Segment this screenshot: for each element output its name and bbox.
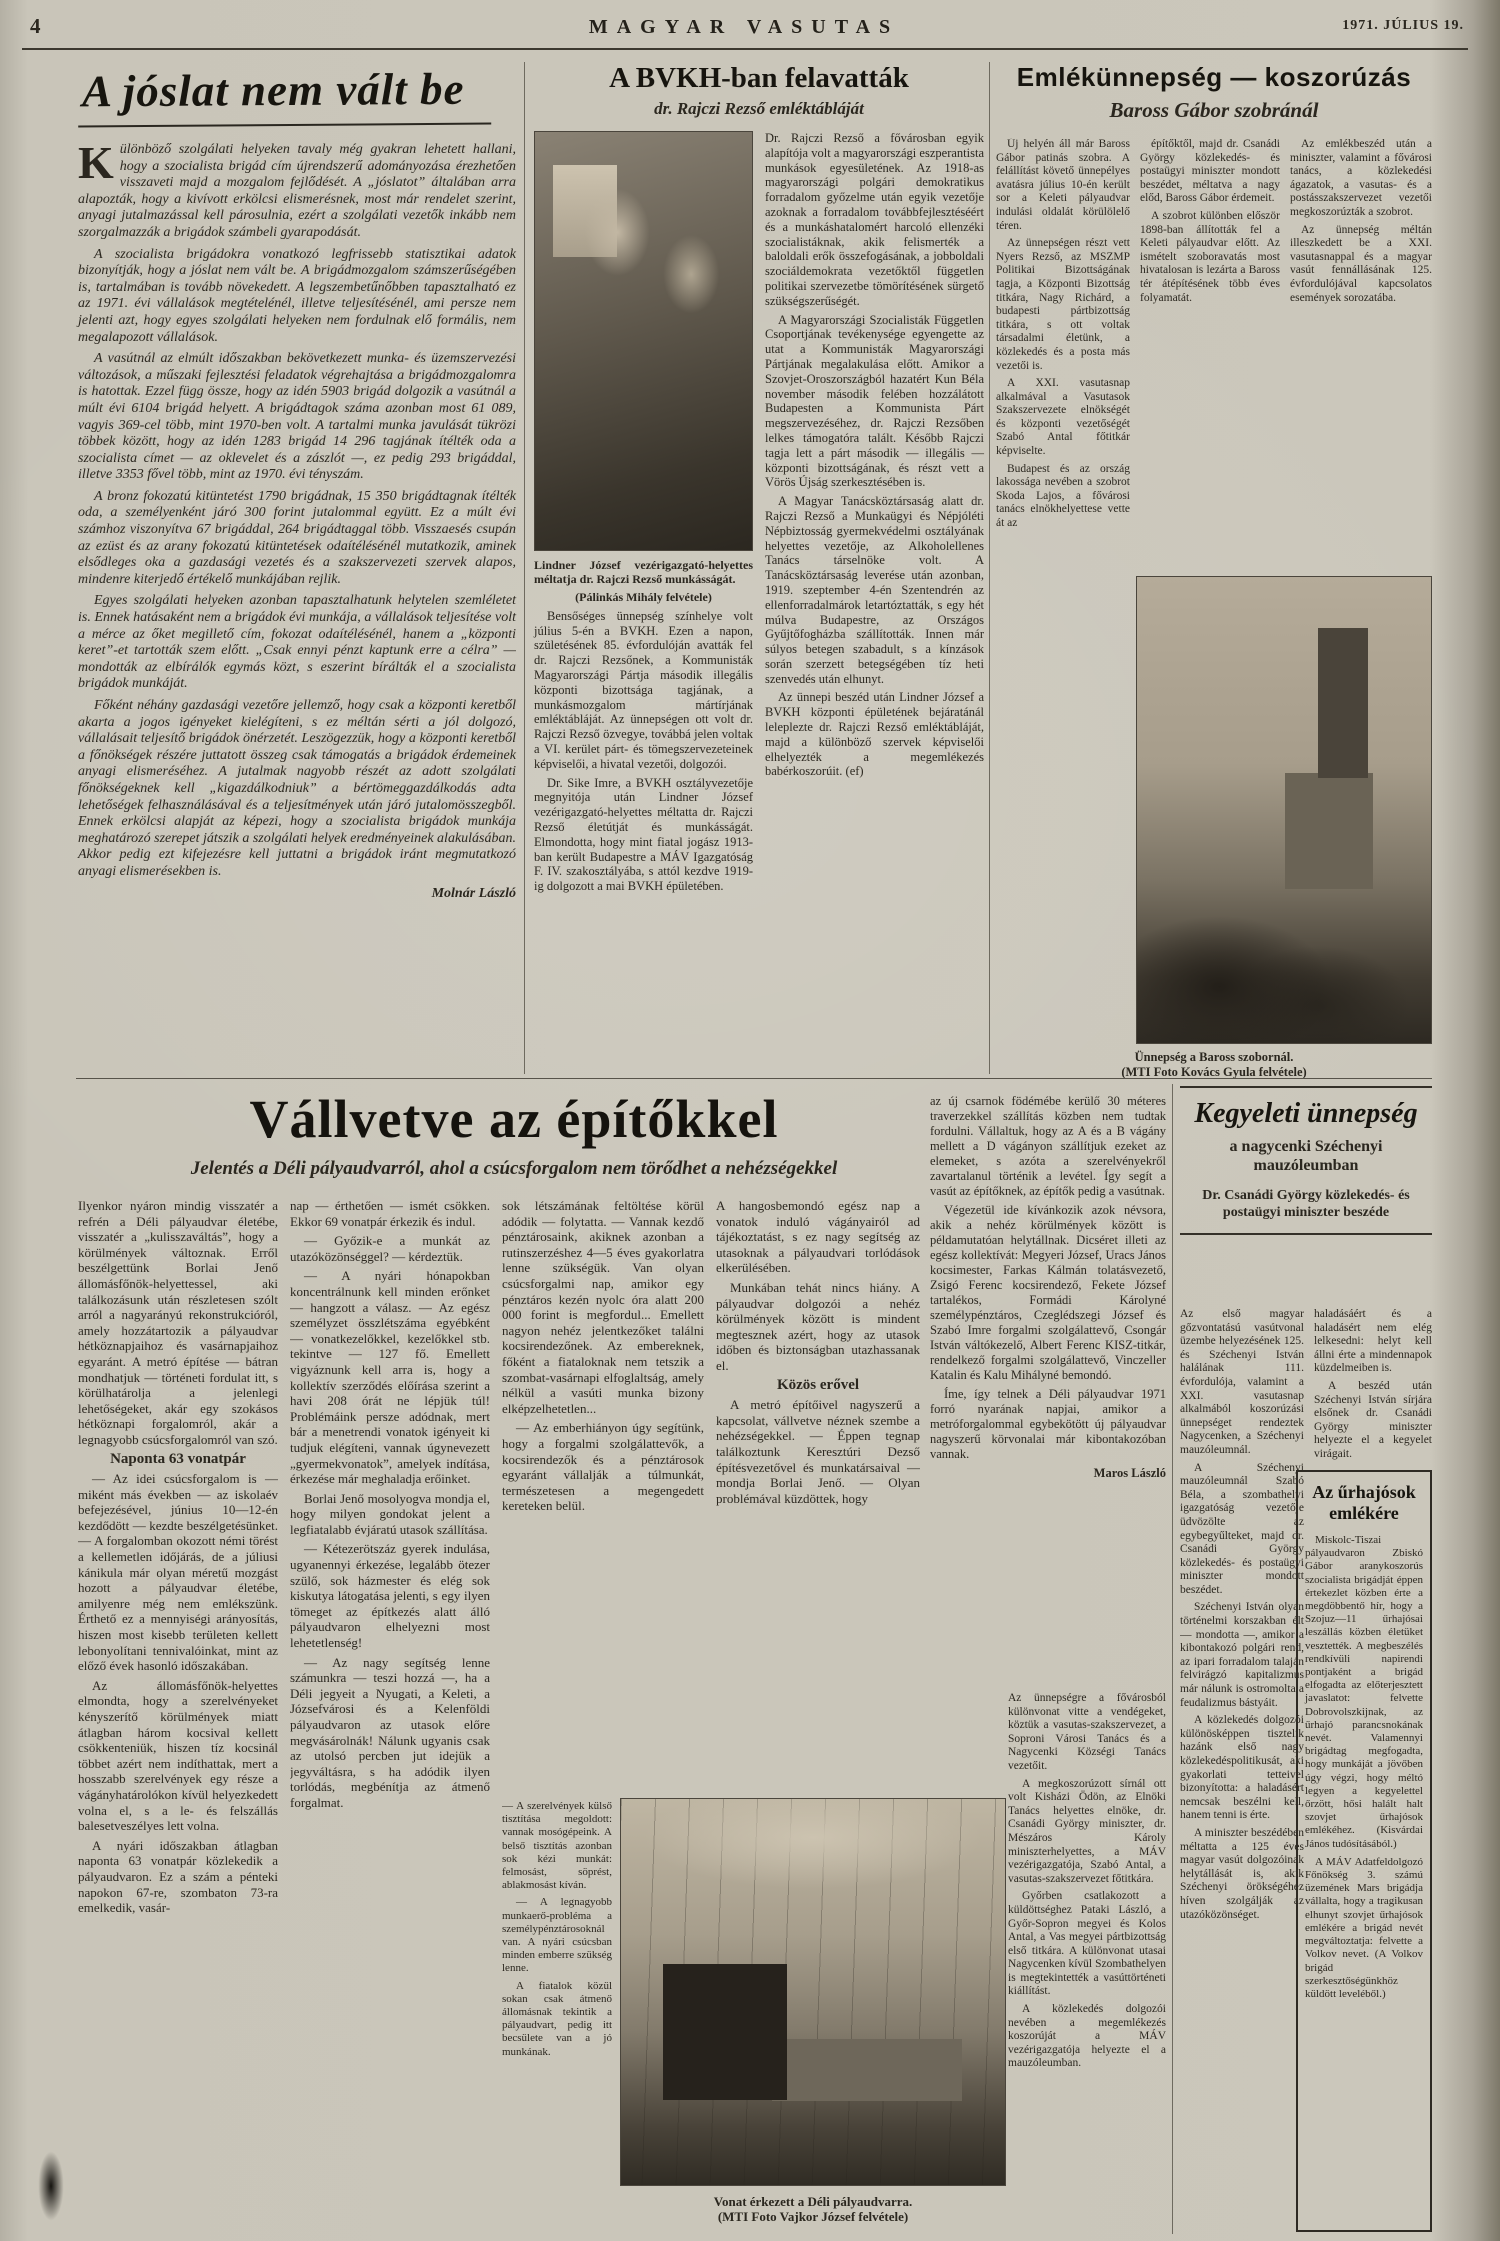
photo-caption-block: [996, 1050, 1432, 1080]
paragraph: A beszéd után Széchenyi István sírjára elsőnek dr. Csanádi György miniszter helyezte el a kegyelet virágait.: [1314, 1379, 1432, 1460]
paragraph: — Győzik-e a munkát az utazóközönséggel? — kérdeztük.: [290, 1233, 490, 1264]
paragraph: — A legnagyobb munkaerő-probléma a személypénztárosoknál van. A nyári csúcsban minden emberre szükség lenne.: [502, 1896, 612, 1975]
article-vallvetve-title: Vállvetve az építőkkel: [249, 1089, 779, 1149]
paragraph: — Az idei csúcsforgalom is — miként más években — az iskolaév befejezésével, június 10—12-én kezdődött — kezdte beszélgetésünket. — A forgalomban okozott némi törést a kellemetlen időjárás, de a júliusi kánikula már olyan méretű mozgást hozott a pályaudvar életébe, amilyenre még nem emlékszünk. Érthető ez a mennyiségi arányosítás, hiszen most kisebb területen kellett lebonyolítani tennivalóinkat, mint az előző évek hasonló időszakában.: [78, 1471, 278, 1674]
paragraph: Győrben csatlakozott a küldöttséghez Pataki László, a Győr-Sopron megyei és Kolos Antal, a Vas megyei pártbizottság első titkára. A különvonat utasai Nagycenken kívül Szombathelyen is megtekintették a vasúttörténeti kiállítást.: [1008, 1890, 1166, 1998]
vallvetve-column-3-narrow: [502, 1800, 612, 2230]
paragraph: A közlekedés dolgozói nevében a megemlékezés koszorúját a MÁV vezérigazgatója helyezte el a mauzóleumban.: [1008, 2003, 1166, 2070]
paragraph: Új helyén áll már Baross Gábor patinás szobra. A felállítást követő ünnepélyes avatásra július 10-én került sor a Keleti pályaudvar indulási oldalát körülölelő téren.: [996, 138, 1130, 232]
photo-credit: (MTI Foto Kovács Gyula felvétele): [1121, 1065, 1307, 1079]
photo-credit: (MTI Foto Vajkor József felvétele): [717, 2209, 909, 2224]
train-arrival-photo: [620, 1798, 1006, 2186]
article-emlek-subtitle: Baross Gábor szobránál: [1109, 98, 1319, 122]
article-urhajosok-title: Az űrhajósok emlékére: [1312, 1482, 1416, 1523]
article-kegyeleti-title: Kegyeleti ünnepség: [1194, 1098, 1418, 1129]
paragraph: Munkában tehát nincs hiány. A pályaudvar dolgozói a nehéz körülmények között is mindent megtesznek azért, hogy az utasok időben és biztonságban utazhassanak el.: [716, 1279, 920, 1373]
baross-statue-ceremony-photo: [1136, 576, 1432, 1044]
paragraph: haladásáért és a haladásért nem elég lelkesedni: helyt kell állni érte a mindennapok küzdelmeiben is.: [1314, 1308, 1432, 1375]
issue-date: 1971. JÚLIUS 19.: [1342, 18, 1464, 33]
article-bvkh-subtitle: dr. Rajczi Rezső emléktábláját: [654, 99, 864, 118]
article-emlekunnepseg: [996, 62, 1432, 1080]
paragraph: Miskolc-Tiszai pályaudvaron Zbiskó Gábor aranykoszorús szocialista brigádját éppen értekezlet közben érte a megdöbbentő hír, hogy a Szojuz—11 űrhajósai leszállás közben életüket vesztették. A megbeszélés rendkívüli napirendi pontjaként a brigád elfogadta az előterjesztett javaslatot: felvette Dobrovolszkijnak, az űrhajó parancsnokának nevét. Valamennyi brigádtag megfogadta, hogy munkáját a jövőben úgy végzi, hogy méltó legyen a kegyelettel őrzött, hősi halált halt szovjet űrhajósok emlékéhez. (Kisvárdai János tudósításából.): [1305, 1534, 1423, 1850]
paragraph: A Széchenyi mauzóleumnál Szabó Béla, a szombathelyi igazgatóság vezetője üdvözölte az egybegyűlteket, majd dr. Csanádi György közlekedés- és postaügyi miniszter mondott beszédet.: [1180, 1461, 1304, 1596]
paragraph: A MÁV Adatfeldolgozó Főnökség 3. számú üzemének Mars brigádja vállalta, hogy a tragikusan elhunyt szovjet űrhajósok emlékére a brigád nevét megváltoztatja: felvette a Volkov nevet. (A Volkov brigád szerkesztőségünkhöz küldött leveléből.): [1305, 1855, 1423, 2000]
scan-artifact: [1280, 2081, 1500, 2241]
article-kegyeleti-subtitle: a nagycenki Széchenyi mauzóleumban: [1229, 1138, 1383, 1174]
paragraph: nap — érthetően — ismét csökken. Ekkor 69 vonatpár érkezik és indul.: [290, 1198, 490, 1229]
paragraph: — A nyári hónapokban koncentrálnunk kell minden erőnket — hangzott a válasz. — Az egész személyzet összlétszáma egyébként — vonatkezelőkkel, kezelőkkel stb. tekintve — 127 fő. Emellett vigyáznunk kell arra is, hogy a kollektív szerződés előírása szerint a havi 208 órát ne lépjük túl! Problémáink persze adódnak, mert bár a menetrendi vonatok igényeit ki tudjuk elégíteni, vannak úgynevezett „gyermekvonatok”, amelyek indítása, érkezése már meghaladja erőinket.: [290, 1268, 490, 1487]
paragraph: Az állomásfőnök-helyettes elmondta, hogy a szerelvényeket kényszerítő körülmények miatt átlagban három kocsival kellett csökkenteniük, hiszen tíz kocsinál többet azért nem indíthattak, mert a hosszabb szerelvények egy része a vágányhatárolókon kívül helyezkedett volna el, s a le- és felszállás balesetveszélyes lett volna.: [78, 1677, 278, 1834]
scan-artifact: [34, 2140, 68, 2232]
paragraph: Az ünnepi beszéd után Lindner József a BVKH központi épületének bejáratánál leleplezte dr. Rajczi Rezső emléktábláját, majd a különböző szervek képviselői elhelyezték a megemlékezés babérkoszorúit. (ef): [765, 690, 984, 779]
column-rule: [989, 62, 990, 1074]
paragraph: Egyes szolgálati helyeken azonban tapasztalhatunk helytelen szemléletet is. Ennek hatásaként nem a brigádok évi munkája, a vállalások teljesítése volt a mérce az őket megillető cím, fokozat odaítélésénél, hanem a „központi keret”-et tartották szem előtt. „Csak ennyi pénzt kaptunk erre a célra” — mondották az elbírálók egymás közt, s eszerint bírálták el a szocialista brigádok munkáját.: [78, 593, 516, 692]
paragraph: A közlekedés dolgozói különösképpen tisztelik hazánk első nagy közlekedéspolitikusát, aki gyakorlati tetteivel bizonyította: a haladásért nemcsak beszélni kell, hanem tenni is érte.: [1180, 1714, 1304, 1822]
paragraph: A szocialista brigádokra vonatkozó legfrissebb statisztikai adatok bizonyítják, hogy a jóslat nem vált be. A brigádmozgalom számszerűségében is, tartalmában is tovább növekedett. A legszembetűnőbben tapasztalható ez az 1971. évi vállalások megtételénél, illetve teljesítésénél, ami persze nem jelenti azt, hogy egyes szolgálati helyeken nem fordulnak elő formális, nem megalapozott vállalások.: [78, 246, 516, 345]
bvkh-left-column: [534, 131, 753, 898]
paragraph: — Az nagy segítség lenne számunkra — teszi hozzá —, ha a Déli jegyeit a Nyugati, a Keleti, a Józsefvárosi és a Kelenföldi pályaudvaron az utasok előre megvásárolnák! Nálunk ugyanis csak az utolsó percben jut idejük a jegyváltásra, s ha adódik ilyen torlódás, megbénítja az átmenő forgalmat.: [290, 1654, 490, 1810]
emlek-column-b: [1140, 138, 1280, 570]
paragraph: A nyári időszakban átlagban naponta 63 vonatpár közlekedik a pályaudvaron. Ez a szám a pénteki napokon 67-re, szombaton 73-ra emelkedik, vasár-: [78, 1837, 278, 1916]
emlek-column-a: [996, 138, 1130, 844]
article-bvkh-title: A BVKH-ban felavatták: [609, 62, 909, 94]
vallvetve-column-3: [502, 1198, 704, 1790]
paragraph: Dr. Rajczi Rezső a fővárosban egyik alapítója volt a magyarországi eszperantista munkások egyesületének. Az 1918-as magyarországi polgári demokratikus forradalom győzelme után egyik vezetője azoknak a forradalom továbbfejlesztéséért és a munkáshatalomért harcoló ellenzéki szocialistáknak, akik felismerték a baloldali erők összefogásának, a jobboldali szociáldemokrata vezetőktől független politikai szervezetbe tömörítésének sürgető szükségszerűségét.: [765, 131, 984, 308]
photo-caption: Lindner József vezérigazgató-helyettes méltatja dr. Rajczi Rezső munkásságát.: [534, 558, 753, 586]
paragraph: A bronz fokozatú kitüntetést 1790 brigádnak, 15 350 brigádtagnak ítélték oda, a személyenként járó 300 forint jutalommal együtt. Ez a múlt évi számhoz viszonyítva 67 brigáddal, 264 brigádtaggal több. Visszaesés csupán az ezüst és az arany fokozatú kitüntetések odaítélésénél mutatkozik, aminek elsődleges oka a gazdasági vezetés és a szakszervezeti szervek alapos, mindenre kiterjedő értékelő munkájában rejlik.: [78, 488, 516, 587]
article-emlek-title: Emlékünnepség — koszorúzás: [1016, 62, 1412, 92]
vallvetve-column-5: [930, 1094, 1166, 1680]
paragraph: Főként néhány gazdasági vezetőre jellemző, hogy csak a központi keretből akarta a jogos igényeket kielégíteni, s ez méltán sérti a jól dolgozó, vállalásait teljesítő brigádok önérzetét. Leszögezzük, hogy a központi keretből a főnökségek részére juttatott összeg csak támogatás a brigádok érdemeinek anyagi elismeréséhez. A jutalmak nagyobb részét az adott szolgálati főnökségeknek kell „kigazdálkodniuk” a bértömeggazdálkodás adta lehetőségek felhasználásával és a teljesítmények után járó jutalomösszegből. Ennek erkölcsi alapját az képezi, hogy a szocialista brigádok munkája meghatározó szerepet játszik a szolgálati helyek eredményeinek alakulásában. Akkor pedig ezt kifejezésre kell juttatni a brigádok iránt megmutatkozó anyagi elismerésekben is.: [78, 698, 516, 879]
photo-credit: (Pálinkás Mihály felvétele): [575, 590, 712, 604]
paragraph: A megkoszorúzott sírnál ott volt Kisházi Ödön, az Elnöki Tanács helyettes elnöke, dr. Csanádi György miniszter, dr. Mészáros Károly miniszterhelyettes, a MÁV vezérigazgatója, Szabó Antal, a vasutas-szakszervezet főtitkára.: [1008, 1777, 1166, 1885]
photo-caption-block: [584, 2194, 1042, 2224]
paragraph: Bensőséges ünnepség színhelye volt július 5-én a BVKH. Ezen a napon, születésének 85. évfordulóján avatták fel dr. Rajczi Rezsőnek, a Kommunisták Magyarországi Pártja második illegális központi bizottsága tagjának, a munkásmozgalom mártírjának emléktábláját. Az ünnepségen ott volt dr. Rajczi Rezső özvegye, továbbá jelen voltak a VI. kerület párt- és tömegszervezeteinek képviselői, a hivatal vezetői, dolgozói.: [534, 608, 753, 771]
article-joslat: [78, 62, 516, 1076]
paragraph: Ilyenkor nyáron mindig visszatér a refrén a Déli pályaudvar életébe, visszatér a „kulisszaváltás”, hogy a körülmények változnak. Erről beszélgettünk Borlai Jenő állomásfőnök-helyettessel, aki találkozásunk után részletesen szólt arról a nagyarányú rekonstrukcióról, amely hozzátartozik a pályaudvar hétköznapjaihoz és vasárnapjaihoz egyaránt. A metró építése — bátran mondhatjuk — történeti fordulat itt, s körülhatárolja a jelenlegi lehetőségeket, akár egy szokásos hétköznapi forgalomról, akár a legnagyobb csúcsforgalomról van szó.: [78, 1198, 278, 1447]
masthead-rule: [22, 48, 1468, 50]
subhead-naponta-63-vonatpar: Naponta 63 vonatpár: [110, 1450, 246, 1467]
newspaper-title: MAGYAR VASUTAS: [588, 16, 900, 38]
paragraph: sok létszámának feltöltése körül adódik — folytatta. — Vannak kezdő pénztárosaink, akiknek azonban a rutinszerzéshez 4—5 éves gyakorlatra lenne szükségük. Van olyan csúcsforgalmi nap, amikor egy pénztáros kezén nyolc óra alatt 200 000 forint is megfordul... Emellett nagyon nehéz jelentkezőket találni kocsirendezőnek. Az embereknek, főként a fiataloknak nem tetszik a szombat-vasárnapi elfoglaltság, amely nélkül a vasúti munka bizony elképzelhetetlen...: [502, 1198, 704, 1416]
vallvetve-column-1: [78, 1198, 278, 2232]
paragraph: A Magyarországi Szocialisták Független Csoportjának tevékenysége egyengette az utat a Kommunisták Magyarországi Pártjának megalakulása előtt. Amikor a Szovjet-Oroszországból hazatért Kun Béla november második felében hozzálátott Budapesten a Kommunista Párt megszervezéséhez, dr. Rajczi Rezsőben lelkes támogatóra talált. Később Rajczi tagja lett a párt második — illegális — központi bizottságának, és részt vett a Vörös Újság szerkesztésében is.: [765, 312, 984, 490]
bvkh-right-column: [765, 131, 984, 898]
article-bvkh: [534, 62, 984, 1078]
paragraph: A hangosbemondó egész nap a vonatok induló vágányairól ad tájékoztatást, s ez nagy segítség az utasoknak a pályaudvari torlódások elkerülésében.: [716, 1198, 920, 1276]
paragraph: Az ünnepségen részt vett Nyers Rezső, az MSZMP Politikai Bizottságának tagja, a Központi Bizottság titkára, Nagy Richárd, a budapesti pártbizottság titkára, s ott voltak társadalmi életünk, a közlekedés és a posta más vezetői is.: [996, 237, 1130, 372]
plaque-unveiling-photo: [534, 131, 753, 551]
paragraph: Íme, így telnek a Déli pályaudvar 1971 forró nyarának napjai, amikor a metróforgalommal egybekötött új pályaudvar nagyszerű körvonalai már kibontakozóban vannak.: [930, 1387, 1166, 1461]
paragraph: — Kétezerötszáz gyerek indulása, ugyanennyi érkezése, legalább ötezer szülő, sok házmester és elég sok kiskutya látogatása jelenti, s egy ilyen tömeget az építkezés alatt álló pályaudvaron elhelyezni most lehetetlenség!: [290, 1541, 490, 1651]
vallvetve-column-4: [716, 1198, 920, 1790]
paragraph: Az első magyar gőzvontatású vasútvonal üzembe helyezésének 125. és Széchenyi István halálának 111. évfordulója, valamint a XXI. vasutasnap alkalmából koszorúzási ünnepséget rendeztek Nagycenken, a Széchenyi mauzóleumnál.: [1180, 1308, 1304, 1456]
column-rule: [524, 62, 525, 1074]
paragraph: Széchenyi István olyan történelmi korszakban élt — mondotta —, amikor a kibontakozó polgári rend, az ipari forradalom talaján felvirágzó kapitalizmus már nálunk is ostromolta a feudalizmus bástyáit.: [1180, 1601, 1304, 1709]
article-kegyeleti-header: [1180, 1086, 1432, 1235]
column-rule: [1172, 1084, 1173, 2234]
paragraph: Az emlékbeszéd után a miniszter, valamint a fővárosi tanács, a közlekedési ágazatok, a vasutas- és a postásszakszervezet vezetői megkoszorúzták a szobrot.: [1290, 138, 1432, 218]
masthead: [22, 12, 1466, 44]
paragraph: A miniszter beszédében méltatta a 125 éves magyar vasút dolgozóinak helytállását is, akik Széchenyi örökségéhez híven szolgálják az utazóközönséget.: [1180, 1826, 1304, 1921]
photo-caption: Ünnepség a Baross szobornál.: [1134, 1050, 1294, 1064]
kegyeleti-continuation-column: [1008, 1692, 1166, 2232]
paragraph: építőktől, majd dr. Csanádi György közlekedés- és postaügyi miniszter mondott beszédet, méltatva a nagy előd, Baross Gábor érdemeit.: [1140, 138, 1280, 205]
paragraph: Az ünnepség méltán illeszkedett be a XXI. vasutasnappal és a magyar vasút fennállásának 125. évfordulójával kapcsolatos események sorozatába.: [1290, 223, 1432, 304]
paragraph: Budapest és az ország lakossága nevében a szobrot Skoda Lajos, a fővárosi tanács elnökhelyettese vette át az: [996, 462, 1130, 530]
paragraph: A fiatalok közül sokan csak átmenő állomásnak tekintik a pályaudvart, pedig itt becsülete van a jó munkának.: [502, 1979, 612, 2058]
kegyeleti-column-b: [1314, 1308, 1432, 1462]
paragraph: — A szerelvények külső tisztítása megoldott: vannak mosógépeink. A belső tisztítás azonban sok kézi munkát: felmosást, söprést, ablakmosást kíván.: [502, 1800, 612, 1892]
paragraph: A metró építőivel nagyszerű a kapcsolat, vállvetve néznek szembe a nehézségekkel. — Éppen tegnap találkoztunk Keresztúri Dezső építésvezetővel és munkatársaival — mondja Borlai Jenő. — Olyan problémával küzdöttek, hogy: [716, 1397, 920, 1506]
author-signature: Maros László: [1093, 1466, 1166, 1480]
paragraph: — Az emberhiányon úgy segítünk, hogy a forgalmi szolgálattevők, a kocsirendezők és a pénztárosok egyaránt vállalják a túlmunkát, természetesen a megengedett kereteken belül.: [502, 1420, 704, 1514]
section-divider-rule: [76, 1078, 1432, 1079]
paragraph: A XXI. vasutasnap alkalmával a Vasutasok Szakszervezete elnökségét és központi vezetőségét Szabó Antal főtitkár képviselte.: [996, 377, 1130, 458]
paragraph: Borlai Jenő mosolyogva mondja el, hogy milyen gondokat jelent a legfiatalabb évjáratú utasok szállítása.: [290, 1490, 490, 1537]
paragraph: A vasútnál az elmúlt időszakban bekövetkezett munka- és üzemszervezési változások, a műszaki fejlesztési feladatok végrehajtása a brigádmozgalomra is hatottak. Ezzel függ össze, hogy az idén 5903 brigád dolgozik a vasútnál a múlt évi 6104 brigád helyett. A brigádtagok száma azonban most 61 089, vagyis 369-cel több, mint 1970-ben volt. A tartalmi munka javulását tükrözi többek között, hogy az idén 1283 brigád 14 296 tagjának ítélték oda a szocialista címet — az oklevelet és a zászlót —, ez pedig 293 brigáddal, illetve 3353 fővel több, mint az 1970. évi tényszám.: [78, 351, 516, 483]
author-signature: Molnár László: [431, 885, 516, 901]
paragraph: Végezetül ide kívánkozik azok névsora, akik a nehéz körülmények között is példamutatóan helytállnak. Dicséret illeti az egész kollektívát: Megyeri József, Uracs János kocsimester, Farkas Kálmán tolatásvezető, Zsigó Ferenc kocsirendező, Fekete József tartalékos, Formádi Károlyné személypénztáros, Czeglédszegi József és Szabó Imre forgalmi szolgálattevő, Csongár István váltókezelő, Albert Ferenc KISZ-titkár, rendelkező forgalmi szolgálattevő, Vinczeller Katalin és Kalu Mihályné bemondó.: [930, 1203, 1166, 1382]
article-kegyeleti-byline: Dr. Csanádi György közlekedés- és postaügyi miniszter beszéde: [1202, 1188, 1410, 1220]
paragraph: A szobrot különben először 1898-ban állították fel a Keleti pályaudvar előtt. Az ismételt szoboravatás most hivatalosan is lezárta a Baross tér átépítésének több éves folyamatát.: [1140, 209, 1280, 304]
article-vallvetve-header: [86, 1088, 942, 1180]
article-joslat-body: [78, 137, 516, 902]
paragraph: Az ünnepségre a fővárosból különvonat vitte a vendégeket, köztük a vasutas-szakszervezet, a Soproni Városi Tanács és a Nagycenki Községi Tanács vezetőit.: [1008, 1692, 1166, 1772]
paragraph: Különböző szolgálati helyeken tavaly még gyakran lehetett hallani, hogy a szocialista brigád cím újrendszerű adományozása érezhetően visszaveti majd a mozgalom fejlődését. A „jóslatot” általában arra alapozták, hogy a kivívott erkölcsi elismerésnek, most már rendelet szerint, anyagi jutalmazással kell párosulnia, ezért a szolgálati vezetők inkább nem szorgalmazzák a brigádok számbeli gyarapodását.: [78, 137, 516, 240]
photo-caption: Vonat érkezett a Déli pályaudvarra.: [713, 2194, 913, 2209]
paragraph: A Magyar Tanácsköztársaság alatt dr. Rajczi Rezső a Munkaügyi és Népjóléti Népbiztosság gyermekvédelmi osztályának helyettes vezetője, az Alkoholellenes Tanács társelnöke volt. A Tanácsköztársaság leverése után azonban, 1919. szeptember 4-én Szentendrén az ellenforradalmárok letartóztatták, s egy hét múlva Budapestre, az Országos Gyűjtőfogházba szállították. Innen már súlyos betegen szabadult, s a kínzások során szerzett betegségében tíz heti szenvedés után elhunyt.: [765, 494, 984, 686]
paragraph: az új csarnok födémébe kerülő 30 méteres traverzekkel szállítás közben nem tudtak fordulni. Vállaltuk, hogy az A és a B vágány mellett a D vágányon szállítjuk ezeket az elemeket, s azóta a szerelvényekről zavartalanul történik a levétel. Így segít a vasút az építőknek, az építők pedig a vasútnak.: [930, 1094, 1166, 1198]
paragraph: Dr. Sike Imre, a BVKH osztályvezetője megnyitója után Lindner József vezérigazgató-helyettes méltatta dr. Rajczi Rezső életútját és munkásságát. Elmondotta, hogy mint fiatal jogász 1913-ban került Budapestre a MÁV Igazgatóság F. IV. szakosztályába, s attól kezdve 1919-ig dolgozott a mai BVKH épületében.: [534, 775, 753, 894]
article-vallvetve-subtitle: Jelentés a Déli pályaudvarról, ahol a csúcsforgalom nem törődhet a nehézségekkel: [190, 1158, 838, 1179]
subhead-kozos-erovel: Közös erővel: [776, 1376, 860, 1393]
vallvetve-column-2: [290, 1198, 490, 2232]
emlek-column-c: [1290, 138, 1432, 570]
article-joslat-title: A jóslat nem vált be: [78, 61, 491, 128]
page-number: 4: [30, 14, 41, 38]
